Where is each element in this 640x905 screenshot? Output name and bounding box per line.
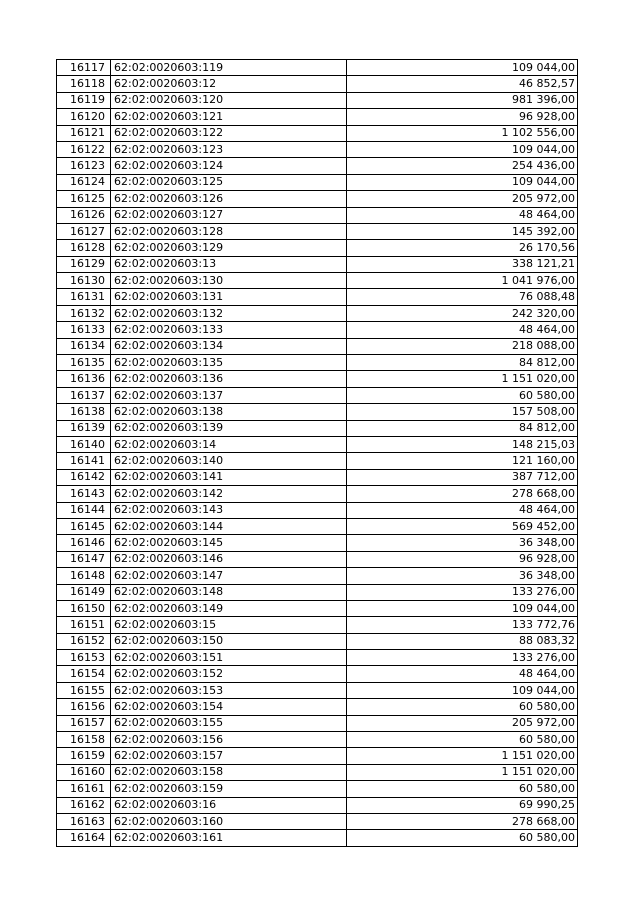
row-number-cell: 16154 bbox=[57, 666, 111, 682]
table-row bbox=[57, 387, 578, 403]
table-row bbox=[57, 797, 578, 813]
cadastral-value-cell: 121 160,00 bbox=[347, 453, 578, 469]
row-number-cell: 16164 bbox=[57, 830, 111, 846]
row-number-cell: 16158 bbox=[57, 732, 111, 748]
cadastral-number-cell: 62:02:0020603:120 bbox=[111, 92, 347, 108]
cadastral-value-cell: 1 151 020,00 bbox=[347, 748, 578, 764]
row-number-cell: 16137 bbox=[57, 387, 111, 403]
table-row bbox=[57, 715, 578, 731]
cadastral-value-table bbox=[56, 59, 578, 847]
table-row bbox=[57, 600, 578, 616]
table-row bbox=[57, 748, 578, 764]
cadastral-value-cell: 69 990,25 bbox=[347, 797, 578, 813]
row-number-cell: 16160 bbox=[57, 764, 111, 780]
cadastral-value-cell: 60 580,00 bbox=[347, 781, 578, 797]
cadastral-number-cell: 62:02:0020603:132 bbox=[111, 305, 347, 321]
table-row bbox=[57, 158, 578, 174]
table-row bbox=[57, 174, 578, 190]
row-number-cell: 16129 bbox=[57, 256, 111, 272]
cadastral-number-cell: 62:02:0020603:126 bbox=[111, 191, 347, 207]
cadastral-number-cell: 62:02:0020603:122 bbox=[111, 125, 347, 141]
row-number-cell: 16132 bbox=[57, 305, 111, 321]
table-row bbox=[57, 568, 578, 584]
row-number-cell: 16124 bbox=[57, 174, 111, 190]
cadastral-number-cell: 62:02:0020603:121 bbox=[111, 109, 347, 125]
cadastral-number-cell: 62:02:0020603:130 bbox=[111, 273, 347, 289]
cadastral-number-cell: 62:02:0020603:119 bbox=[111, 60, 347, 76]
row-number-cell: 16147 bbox=[57, 551, 111, 567]
cadastral-value-cell: 218 088,00 bbox=[347, 338, 578, 354]
cadastral-number-cell: 62:02:0020603:155 bbox=[111, 715, 347, 731]
cadastral-number-cell: 62:02:0020603:147 bbox=[111, 568, 347, 584]
cadastral-value-cell: 84 812,00 bbox=[347, 420, 578, 436]
cadastral-value-cell: 109 044,00 bbox=[347, 174, 578, 190]
row-number-cell: 16140 bbox=[57, 436, 111, 452]
cadastral-value-cell: 48 464,00 bbox=[347, 502, 578, 518]
row-number-cell: 16156 bbox=[57, 699, 111, 715]
cadastral-value-cell: 278 668,00 bbox=[347, 813, 578, 829]
cadastral-value-cell: 1 102 556,00 bbox=[347, 125, 578, 141]
cadastral-value-cell: 1 041 976,00 bbox=[347, 273, 578, 289]
cadastral-value-cell: 60 580,00 bbox=[347, 830, 578, 846]
row-number-cell: 16119 bbox=[57, 92, 111, 108]
cadastral-number-cell: 62:02:0020603:154 bbox=[111, 699, 347, 715]
cadastral-value-cell: 60 580,00 bbox=[347, 387, 578, 403]
row-number-cell: 16128 bbox=[57, 240, 111, 256]
table-row bbox=[57, 682, 578, 698]
row-number-cell: 16136 bbox=[57, 371, 111, 387]
row-number-cell: 16157 bbox=[57, 715, 111, 731]
cadastral-number-cell: 62:02:0020603:161 bbox=[111, 830, 347, 846]
cadastral-number-cell: 62:02:0020603:146 bbox=[111, 551, 347, 567]
table-row bbox=[57, 273, 578, 289]
cadastral-value-cell: 48 464,00 bbox=[347, 322, 578, 338]
table-row bbox=[57, 109, 578, 125]
table-row bbox=[57, 732, 578, 748]
cadastral-value-cell: 96 928,00 bbox=[347, 551, 578, 567]
cadastral-number-cell: 62:02:0020603:128 bbox=[111, 223, 347, 239]
table-row bbox=[57, 92, 578, 108]
cadastral-number-cell: 62:02:0020603:12 bbox=[111, 76, 347, 92]
cadastral-value-cell: 60 580,00 bbox=[347, 699, 578, 715]
cadastral-number-cell: 62:02:0020603:150 bbox=[111, 633, 347, 649]
table-row bbox=[57, 633, 578, 649]
table-row bbox=[57, 338, 578, 354]
table-row bbox=[57, 355, 578, 371]
cadastral-value-cell: 157 508,00 bbox=[347, 404, 578, 420]
table-row bbox=[57, 830, 578, 846]
row-number-cell: 16131 bbox=[57, 289, 111, 305]
cadastral-value-cell: 205 972,00 bbox=[347, 715, 578, 731]
cadastral-value-cell: 109 044,00 bbox=[347, 600, 578, 616]
row-number-cell: 16117 bbox=[57, 60, 111, 76]
cadastral-value-cell: 88 083,32 bbox=[347, 633, 578, 649]
cadastral-number-cell: 62:02:0020603:159 bbox=[111, 781, 347, 797]
row-number-cell: 16126 bbox=[57, 207, 111, 223]
table-row bbox=[57, 518, 578, 534]
row-number-cell: 16149 bbox=[57, 584, 111, 600]
table-row bbox=[57, 191, 578, 207]
row-number-cell: 16143 bbox=[57, 486, 111, 502]
cadastral-value-cell: 109 044,00 bbox=[347, 141, 578, 157]
table-row bbox=[57, 535, 578, 551]
cadastral-value-cell: 133 276,00 bbox=[347, 584, 578, 600]
cadastral-value-cell: 1 151 020,00 bbox=[347, 371, 578, 387]
table-row bbox=[57, 322, 578, 338]
row-number-cell: 16135 bbox=[57, 355, 111, 371]
cadastral-number-cell: 62:02:0020603:138 bbox=[111, 404, 347, 420]
table-row bbox=[57, 240, 578, 256]
cadastral-value-cell: 338 121,21 bbox=[347, 256, 578, 272]
cadastral-value-cell: 133 772,76 bbox=[347, 617, 578, 633]
table-row bbox=[57, 371, 578, 387]
cadastral-number-cell: 62:02:0020603:131 bbox=[111, 289, 347, 305]
cadastral-number-cell: 62:02:0020603:127 bbox=[111, 207, 347, 223]
cadastral-value-cell: 981 396,00 bbox=[347, 92, 578, 108]
table-row bbox=[57, 420, 578, 436]
cadastral-number-cell: 62:02:0020603:145 bbox=[111, 535, 347, 551]
cadastral-number-cell: 62:02:0020603:141 bbox=[111, 469, 347, 485]
row-number-cell: 16142 bbox=[57, 469, 111, 485]
cadastral-number-cell: 62:02:0020603:123 bbox=[111, 141, 347, 157]
table-row bbox=[57, 650, 578, 666]
row-number-cell: 16123 bbox=[57, 158, 111, 174]
table-row bbox=[57, 486, 578, 502]
table-row bbox=[57, 813, 578, 829]
table-row bbox=[57, 289, 578, 305]
row-number-cell: 16133 bbox=[57, 322, 111, 338]
table-row bbox=[57, 453, 578, 469]
cadastral-number-cell: 62:02:0020603:143 bbox=[111, 502, 347, 518]
table-row bbox=[57, 141, 578, 157]
cadastral-number-cell: 62:02:0020603:139 bbox=[111, 420, 347, 436]
cadastral-number-cell: 62:02:0020603:136 bbox=[111, 371, 347, 387]
cadastral-value-cell: 48 464,00 bbox=[347, 666, 578, 682]
row-number-cell: 16121 bbox=[57, 125, 111, 141]
table-row bbox=[57, 781, 578, 797]
cadastral-number-cell: 62:02:0020603:142 bbox=[111, 486, 347, 502]
table-body bbox=[57, 60, 578, 847]
cadastral-value-cell: 148 215,03 bbox=[347, 436, 578, 452]
table-row bbox=[57, 305, 578, 321]
row-number-cell: 16152 bbox=[57, 633, 111, 649]
table-row bbox=[57, 60, 578, 76]
cadastral-number-cell: 62:02:0020603:148 bbox=[111, 584, 347, 600]
cadastral-value-cell: 109 044,00 bbox=[347, 682, 578, 698]
table-row bbox=[57, 617, 578, 633]
cadastral-number-cell: 62:02:0020603:16 bbox=[111, 797, 347, 813]
table-row bbox=[57, 469, 578, 485]
cadastral-value-cell: 36 348,00 bbox=[347, 535, 578, 551]
cadastral-number-cell: 62:02:0020603:137 bbox=[111, 387, 347, 403]
row-number-cell: 16134 bbox=[57, 338, 111, 354]
row-number-cell: 16162 bbox=[57, 797, 111, 813]
cadastral-number-cell: 62:02:0020603:129 bbox=[111, 240, 347, 256]
cadastral-value-cell: 254 436,00 bbox=[347, 158, 578, 174]
row-number-cell: 16161 bbox=[57, 781, 111, 797]
row-number-cell: 16144 bbox=[57, 502, 111, 518]
row-number-cell: 16130 bbox=[57, 273, 111, 289]
row-number-cell: 16151 bbox=[57, 617, 111, 633]
cadastral-number-cell: 62:02:0020603:152 bbox=[111, 666, 347, 682]
table-row bbox=[57, 256, 578, 272]
cadastral-number-cell: 62:02:0020603:151 bbox=[111, 650, 347, 666]
cadastral-value-cell: 60 580,00 bbox=[347, 732, 578, 748]
cadastral-value-cell: 76 088,48 bbox=[347, 289, 578, 305]
cadastral-number-cell: 62:02:0020603:144 bbox=[111, 518, 347, 534]
row-number-cell: 16153 bbox=[57, 650, 111, 666]
row-number-cell: 16139 bbox=[57, 420, 111, 436]
cadastral-number-cell: 62:02:0020603:149 bbox=[111, 600, 347, 616]
table-row bbox=[57, 223, 578, 239]
row-number-cell: 16159 bbox=[57, 748, 111, 764]
row-number-cell: 16150 bbox=[57, 600, 111, 616]
cadastral-value-cell: 48 464,00 bbox=[347, 207, 578, 223]
cadastral-number-cell: 62:02:0020603:15 bbox=[111, 617, 347, 633]
row-number-cell: 16118 bbox=[57, 76, 111, 92]
cadastral-number-cell: 62:02:0020603:135 bbox=[111, 355, 347, 371]
cadastral-value-cell: 109 044,00 bbox=[347, 60, 578, 76]
cadastral-number-cell: 62:02:0020603:125 bbox=[111, 174, 347, 190]
cadastral-value-cell: 26 170,56 bbox=[347, 240, 578, 256]
cadastral-value-cell: 242 320,00 bbox=[347, 305, 578, 321]
cadastral-number-cell: 62:02:0020603:153 bbox=[111, 682, 347, 698]
cadastral-value-cell: 36 348,00 bbox=[347, 568, 578, 584]
table-row bbox=[57, 584, 578, 600]
cadastral-value-cell: 46 852,57 bbox=[347, 76, 578, 92]
cadastral-value-cell: 205 972,00 bbox=[347, 191, 578, 207]
cadastral-number-cell: 62:02:0020603:157 bbox=[111, 748, 347, 764]
row-number-cell: 16163 bbox=[57, 813, 111, 829]
cadastral-number-cell: 62:02:0020603:124 bbox=[111, 158, 347, 174]
row-number-cell: 16145 bbox=[57, 518, 111, 534]
cadastral-value-cell: 84 812,00 bbox=[347, 355, 578, 371]
row-number-cell: 16120 bbox=[57, 109, 111, 125]
cadastral-value-cell: 145 392,00 bbox=[347, 223, 578, 239]
table-row bbox=[57, 76, 578, 92]
cadastral-number-cell: 62:02:0020603:140 bbox=[111, 453, 347, 469]
table-row bbox=[57, 125, 578, 141]
cadastral-value-cell: 96 928,00 bbox=[347, 109, 578, 125]
cadastral-number-cell: 62:02:0020603:158 bbox=[111, 764, 347, 780]
row-number-cell: 16125 bbox=[57, 191, 111, 207]
table-row bbox=[57, 551, 578, 567]
cadastral-number-cell: 62:02:0020603:133 bbox=[111, 322, 347, 338]
row-number-cell: 16138 bbox=[57, 404, 111, 420]
row-number-cell: 16127 bbox=[57, 223, 111, 239]
cadastral-value-cell: 133 276,00 bbox=[347, 650, 578, 666]
cadastral-number-cell: 62:02:0020603:14 bbox=[111, 436, 347, 452]
table-row bbox=[57, 404, 578, 420]
cadastral-value-cell: 1 151 020,00 bbox=[347, 764, 578, 780]
cadastral-number-cell: 62:02:0020603:156 bbox=[111, 732, 347, 748]
table-row bbox=[57, 207, 578, 223]
cadastral-number-cell: 62:02:0020603:134 bbox=[111, 338, 347, 354]
table-row bbox=[57, 502, 578, 518]
row-number-cell: 16148 bbox=[57, 568, 111, 584]
cadastral-number-cell: 62:02:0020603:160 bbox=[111, 813, 347, 829]
row-number-cell: 16146 bbox=[57, 535, 111, 551]
row-number-cell: 16155 bbox=[57, 682, 111, 698]
table-row bbox=[57, 666, 578, 682]
row-number-cell: 16122 bbox=[57, 141, 111, 157]
cadastral-value-cell: 387 712,00 bbox=[347, 469, 578, 485]
row-number-cell: 16141 bbox=[57, 453, 111, 469]
table-row bbox=[57, 699, 578, 715]
cadastral-value-cell: 569 452,00 bbox=[347, 518, 578, 534]
table-row bbox=[57, 764, 578, 780]
cadastral-number-cell: 62:02:0020603:13 bbox=[111, 256, 347, 272]
table-row bbox=[57, 436, 578, 452]
cadastral-value-cell: 278 668,00 bbox=[347, 486, 578, 502]
